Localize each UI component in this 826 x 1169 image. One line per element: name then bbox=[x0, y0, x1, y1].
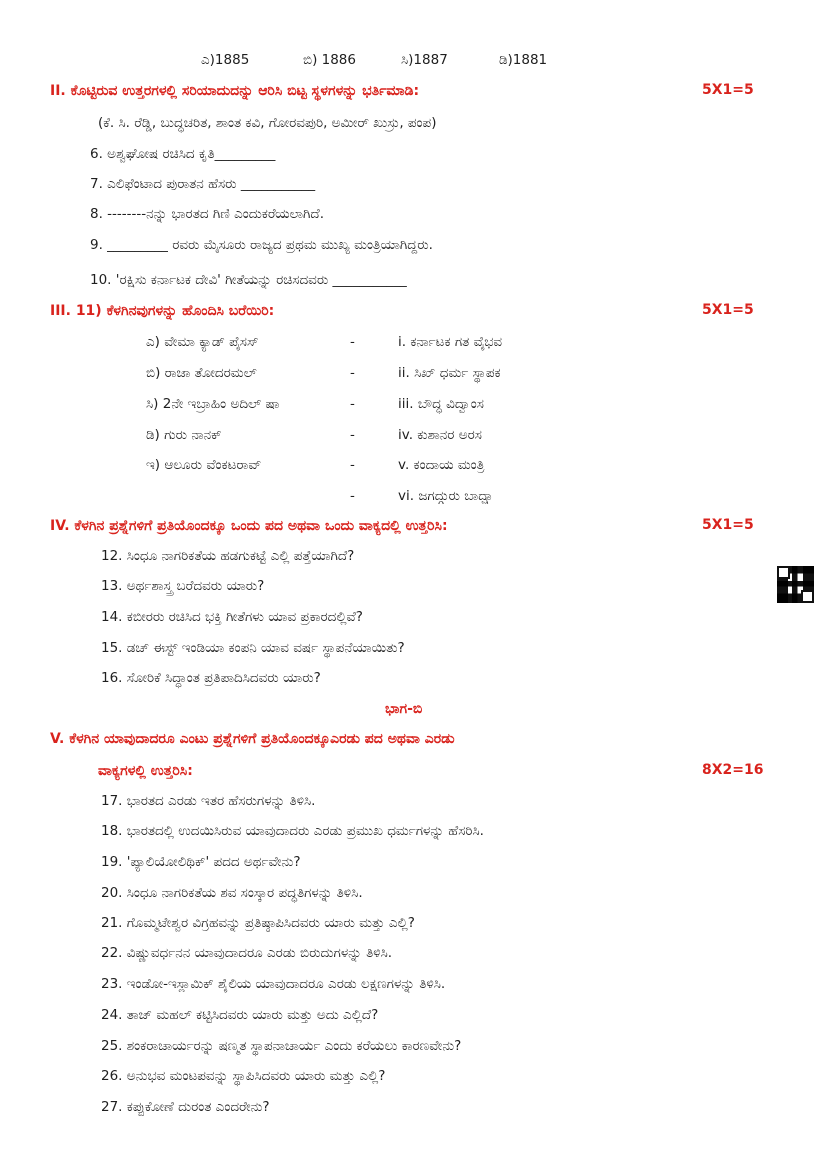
section-2-hint: (ಕೆ. ಸಿ. ರೆಡ್ಡಿ, ಬುದ್ಧಚರಿತ, ಶಾಂತ ಕವಿ, ಗೋರವಪುರಿ, ಅಮೀರ್ ಖುಸ್ರು, ಪಂಪ) bbox=[98, 115, 437, 131]
question-16: 16. ಸೋರಿಕೆ ಸಿದ್ಧಾಂತ ಪ್ರತಿಪಾದಿಸಿದವರು ಯಾರು? bbox=[101, 670, 321, 686]
question-21: 21. ಗೊಮ್ಮಟೇಶ್ವರ ವಿಗ್ರಹವನ್ನು ಪ್ರತಿಷ್ಠಾಪಿಸಿದವರು ಯಾರು ಮತ್ತು ಎಲ್ಲಿ? bbox=[101, 915, 415, 931]
question-13: 13. ಅರ್ಥಶಾಸ್ತ್ರ ಬರೆದವರು ಯಾರು? bbox=[101, 578, 265, 594]
question-12: 12. ಸಿಂಧೂ ನಾಗರಿಕತೆಯ ಹಡಗುಕಟ್ಟೆ ಎಲ್ಲಿ ಪತ್ತೆಯಾಗಿದೆ? bbox=[101, 548, 355, 564]
section-5-marks: 8X2=16 bbox=[702, 762, 764, 778]
match-dash: - bbox=[350, 427, 355, 443]
match-left-d: ಡಿ) ಗುರು ನಾನಕ್ bbox=[146, 427, 222, 443]
section-4-marks: 5X1=5 bbox=[702, 517, 754, 533]
question-20: 20. ಸಿಂಧೂ ನಾಗರಿಕತೆಯ ಶವ ಸಂಸ್ಕಾರ ಪದ್ಧತಿಗಳನ್ನು ತಿಳಿಸಿ. bbox=[101, 885, 363, 901]
question-15: 15. ಡಚ್ ಈಸ್ಟ್ ಇಂಡಿಯಾ ಕಂಪನಿ ಯಾವ ವರ್ಷ ಸ್ಥಾಪನೆಯಾಯಿತು? bbox=[101, 640, 405, 656]
question-26: 26. ಅನುಭವ ಮಂಟಪವನ್ನು ಸ್ಥಾಪಿಸಿದವರು ಯಾರು ಮತ್ತು ಎಲ್ಲಿ? bbox=[101, 1068, 386, 1084]
match-left-c: ಸಿ) 2ನೇ ಇಬ್ರಾಹಿಂ ಅದಿಲ್ ಷಾ bbox=[146, 396, 280, 412]
question-9: 9. _________ ರವರು ಮೈಸೂರು ರಾಜ್ಯದ ಪ್ರಥಮ ಮುಖ್ಯ ಮಂತ್ರಿಯಾಗಿದ್ದರು. bbox=[90, 237, 433, 253]
question-10: 10. 'ರಕ್ಷಿಸು ಕರ್ನಾಟಕ ದೇವಿ' ಗೀತೆಯನ್ನು ರಚಿಸದವರು ___________ bbox=[90, 272, 407, 288]
section-5-heading-line2: ವಾಕ್ಯಗಳಲ್ಲಿ ಉತ್ತರಿಸಿ: bbox=[98, 763, 193, 779]
question-24: 24. ತಾಜ್ ಮಹಲ್ ಕಟ್ಟಿಸಿದವರು ಯಾರು ಮತ್ತು ಅದು ಎಲ್ಲಿದೆ? bbox=[101, 1007, 379, 1023]
section-2-heading: II. ಕೊಟ್ಟಿರುವ ಉತ್ತರಗಳಲ್ಲಿ ಸರಿಯಾದುದನ್ನು ಆರಿಸಿ ಬಿಟ್ಟ ಸ್ಥಳಗಳನ್ನು ಭರ್ತಿಮಾಡಿ: bbox=[50, 83, 420, 99]
question-23: 23. ಇಂಡೋ-ಇಸ್ಲಾಮಿಕ್ ಶೈಲಿಯ ಯಾವುದಾದರೂ ಎರಡು ಲಕ್ಷಣಗಳನ್ನು ತಿಳಿಸಿ. bbox=[101, 976, 446, 992]
match-dash: - bbox=[350, 457, 355, 473]
match-right-iv: iv. ಕುಶಾನರ ಅರಸ bbox=[398, 427, 482, 443]
section-3-marks: 5X1=5 bbox=[702, 302, 754, 318]
section-2-marks: 5X1=5 bbox=[702, 82, 754, 98]
section-3-heading: III. 11) ಕೆಳಗಿನವುಗಳನ್ನು ಹೊಂದಿಸಿ ಬರೆಯಿರಿ: bbox=[50, 303, 275, 319]
match-dash: - bbox=[350, 488, 355, 504]
section-5-heading-line1: V. ಕೆಳಗಿನ ಯಾವುದಾದರೂ ಎಂಟು ಪ್ರಶ್ನೆಗಳಿಗೆ ಪ್ರತಿಯೊಂದಕ್ಕೂಎರಡು ಪದ ಅಥವಾ ಎರಡು bbox=[50, 731, 455, 747]
match-left-b: ಬಿ) ರಾಜಾ ತೋದರಮಲ್ bbox=[146, 365, 257, 381]
match-right-iii: iii. ಬೌದ್ಧ ವಿದ್ವಾಂಸ bbox=[398, 396, 484, 412]
section-4-heading: IV. ಕೆಳಗಿನ ಪ್ರಶ್ನೆಗಳಿಗೆ ಪ್ರತಿಯೊಂದಕ್ಕೂ ಒಂದು ಪದ ಅಥವಾ ಒಂದು ವಾಕ್ಯದಲ್ಲಿ ಉತ್ತರಿಸಿ: bbox=[50, 518, 448, 534]
match-dash: - bbox=[350, 396, 355, 412]
option-d: ಡಿ)1881 bbox=[499, 52, 548, 68]
question-27: 27. ಕಪ್ಪುಕೋಣೆ ದುರಂತ ಎಂದರೇನು? bbox=[101, 1099, 270, 1115]
match-dash: - bbox=[350, 365, 355, 381]
qr-code-icon bbox=[777, 566, 814, 603]
option-b: ಬಿ) 1886 bbox=[303, 52, 356, 68]
question-8: 8. --------ನನ್ನು ಭಾರತದ ಗಿಣಿ ಎಂದುಕರೆಯಲಾಗಿದೆ. bbox=[90, 206, 324, 222]
match-right-ii: ii. ಸಿಖ್ ಧರ್ಮ ಸ್ಥಾಪಕ bbox=[398, 365, 501, 381]
question-14: 14. ಕಬೀರರು ರಚಿಸಿದ ಭಕ್ತಿ ಗೀತೆಗಳು ಯಾವ ಪ್ರಕಾರದಲ್ಲಿವೆ? bbox=[101, 609, 363, 625]
question-6: 6. ಅಶ್ವಘೋಷ ರಚಿಸಿದ ಕೃತಿ_________ bbox=[90, 146, 276, 162]
question-7: 7. ಎಲಿಫೆಂಟಾದ ಪುರಾತನ ಹೆಸರು ___________ bbox=[90, 176, 316, 192]
question-22: 22. ವಿಷ್ಣುವರ್ಧನನ ಯಾವುದಾದರೂ ಎರಡು ಬಿರುದುಗಳನ್ನು ತಿಳಿಸಿ. bbox=[101, 945, 393, 961]
option-a: ಎ)1885 bbox=[201, 52, 250, 68]
question-17: 17. ಭಾರತದ ಎರಡು ಇತರ ಹೆಸರುಗಳನ್ನು ತಿಳಿಸಿ. bbox=[101, 793, 316, 809]
question-19: 19. 'ಪ್ಯಾಲಿಯೋಲಿಥಿಕ್' ಪದದ ಅರ್ಥವೇನು? bbox=[101, 854, 301, 870]
match-left-a: ಎ) ವೇಮಾ ಕ್ಯಾಡ್ ಪೈಸಸ್ bbox=[146, 334, 259, 350]
match-left-e: ಇ) ಆಲೂರು ವೆಂಕಟರಾವ್ bbox=[146, 457, 262, 473]
match-right-i: i. ಕರ್ನಾಟಕ ಗತ ವೈಭವ bbox=[398, 334, 503, 350]
option-c: ಸಿ)1887 bbox=[401, 52, 448, 68]
match-right-v: v. ಕಂದಾಯ ಮಂತ್ರಿ bbox=[398, 457, 485, 473]
part-b-title: ಭಾಗ-ಬಿ bbox=[385, 701, 423, 717]
match-dash: - bbox=[350, 334, 355, 350]
match-right-vi: vi. ಜಗದ್ಗುರು ಬಾದ್ಷಾ bbox=[398, 488, 494, 504]
question-25: 25. ಶಂಕರಾಚಾರ್ಯರನ್ನು ಷಣ್ಮತ ಸ್ಥಾಪನಾಚಾರ್ಯ ಎಂದು ಕರೆಯಲು ಕಾರಣವೇನು? bbox=[101, 1038, 462, 1054]
question-18: 18. ಭಾರತದಲ್ಲಿ ಉದಯಿಸಿರುವ ಯಾವುದಾದರು ಎರಡು ಪ್ರಮುಖ ಧರ್ಮಗಳನ್ನು ಹೆಸರಿಸಿ. bbox=[101, 823, 484, 839]
